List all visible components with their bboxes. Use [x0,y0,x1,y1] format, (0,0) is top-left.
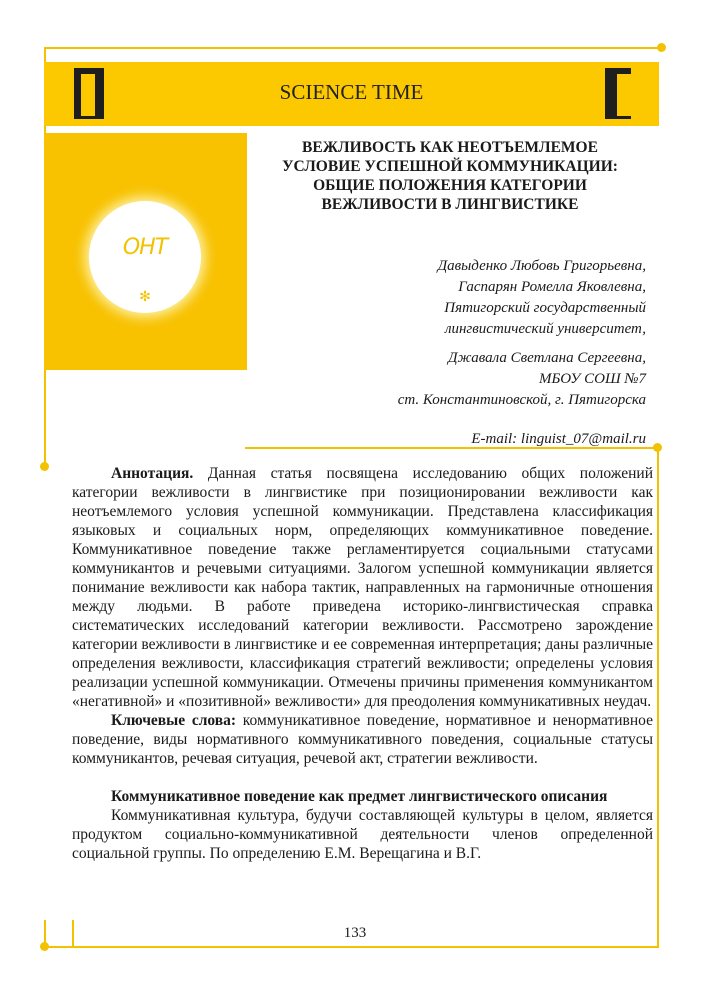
frame-bottom-line [44,946,659,948]
author-email [471,429,646,450]
keywords-paragraph [72,711,653,768]
journal-logo [89,201,201,313]
authors-block-2 [398,348,646,411]
author-line: МБОУ СОШ №7 [538,371,646,387]
keywords-text: коммуникативное поведение, нормативное и ненормативное поведение, виды нормативного коммуникативного поведения, социальные статусы коммуникантов, речевая ситуация, речевой акт, стратегии вежливости. [72,712,653,767]
frame-right-line [657,447,659,947]
section-heading: Коммуникативное поведение как предмет лингвистического описания [111,788,608,805]
frame-dot-top-right [657,43,666,52]
spacer [72,768,653,787]
journal-title: SCIENCE TIME [279,80,424,104]
title-line: ОБЩИЕ ПОЛОЖЕНИЯ КАТЕГОРИИ [313,177,587,194]
abstract-paragraph [72,464,653,711]
page-number: 133 [343,925,367,941]
logo-panel [44,133,247,370]
author-line: Пятигорский государственный [444,300,646,316]
author-line: Джавала Светлана Сергеевна, [447,350,646,366]
author-line: ст. Константиновской, г. Пятигорска [397,392,646,408]
author-line: Давыденко Любовь Григорьевна, [437,258,646,274]
frame-top-line [44,47,662,49]
title-line: ВЕЖЛИВОСТИ В ЛИНГВИСТИКЕ [321,196,579,213]
frame-dot-right [653,443,662,452]
journal-banner [44,62,659,126]
title-line: УСЛОВИЕ УСПЕШНОЙ КОММУНИКАЦИИ: [282,158,618,175]
frame-dot-left [40,462,49,471]
email-text: E-mail: linguist_07@mail.ru [471,431,646,447]
keywords-label: Ключевые слова: [111,712,237,729]
logo-text: ОНТ [122,235,168,260]
abstract-text: Данная статья посвящена исследованию общих положений категории вежливости в лингвистике при позиционировании вежливости как неотъемлемого условия успешной коммуникации. Представлена классификация языковых и социальных норм, определяющих коммуникативное поведение. Коммуникативное поведение также регламентируется социальными статусами коммуникантов и речевыми ситуациями. Залогом успешной коммуникации является понимание вежливости как набора тактик, направленных на гармоничные отношения между людьми. В работе приведена историко-лингвистическая справка систематических исследований категории вежливости. Рассмотрено зарождение категории вежливости в лингвистике и ее современная интерпретация; даны различные определения вежливости, классификация стратегий вежливости; определены условия реализации успешной коммуникации. Отмечены причины применения коммуникантом «негативной» и «позитивной» вежливости» для преодоления коммуникативных неудач. [72,465,653,710]
section-paragraph: Коммуникативная культура, будучи составляющей культуры в целом, является продуктом социально-коммуникативной деятельности членов определенной социальной группы. По определению Е.М. Верещагина и В.Г. [72,807,653,862]
article-body [72,464,653,863]
author-line: лингвистический университет, [444,321,646,337]
frame-dot-bottom-left [40,942,49,951]
authors-block-1 [438,256,646,340]
title-line: ВЕЖЛИВОСТЬ КАК НЕОТЪЕМЛЕМОЕ [302,139,598,156]
article-title [270,138,630,214]
logo-star-icon: ✻ [139,290,151,305]
abstract-label: Аннотация. [111,465,194,482]
author-line: Гаспарян Ромелла Яковлевна, [458,279,646,295]
